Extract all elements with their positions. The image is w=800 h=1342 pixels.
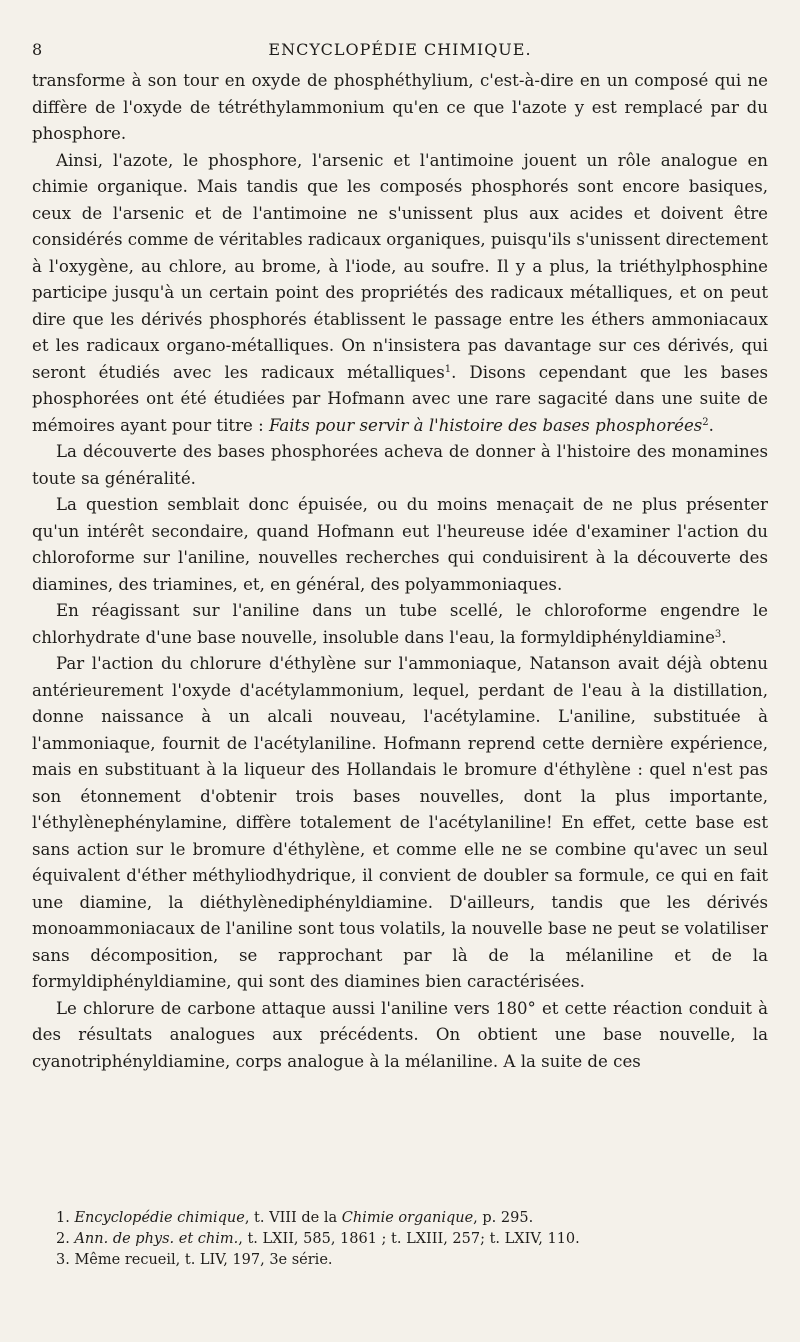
paragraph-5-text: En réagissant sur l'aniline dans un tube scellé, le chloroforme engendre le chlorhydrate d'une base nouvelle, insoluble dans l'eau, la formyldiphényldiamine: [32, 601, 768, 647]
footnote-3-text: Même recueil, t. LIV, 197, 3e série.: [74, 1252, 333, 1268]
footnote-1-text: , t. VIII de la: [244, 1210, 342, 1226]
paragraph-2: [32, 148, 768, 440]
cited-title: Faits pour servir à l'histoire des bases phosphorées: [268, 415, 703, 435]
paragraph-4: La question semblait donc épuisée, ou du moins menaçait de ne plus présenter qu'un intérêt secondaire, quand Hofmann eut l'heureuse idée d'examiner l'action du chloroforme sur l'aniline, nouvelles recherches qui conduisirent à la découverte des diamines, des triamines, et, en général, des polyammoniaques.: [32, 495, 768, 594]
paragraph-2-continued: . Disons cependant que les bases phosphorées ont été étudiées par Hofmann avec une rare sagacité dans une suite de mémoires ayant pour titre :: [32, 362, 768, 435]
paragraph-7: Le chlorure de carbone attaque aussi l'aniline vers 180° et cette réaction conduit à des résultats analogues aux précédents. On obtient une base nouvelle, la cyanotriphényldiamine, corps analogue à la mélaniline. A la suite de ces: [32, 998, 768, 1071]
footnote-1-number: 1.: [56, 1210, 70, 1226]
paragraph-2-text: Ainsi, l'azote, le phosphore, l'arsenic et l'antimoine jouent un rôle analogue en chimie organique. Mais tandis que les composés phosphorés sont encore basiques, ceux de l'arsenic et de l'antimoine ne s'unissent plus aux acides et doivent être considérés comme de véritables radicaux organiques, puisqu'ils s'unissent directement à l'oxygène, au chlore, au brome, à l'iode, au soufre. Il y a plus, la triéthylphosphine participe jusqu'à un certain point des propriétés des radicaux métalliques, et on peut dire que les dérivés phosphorés établissent le passage entre les éthers ammoniacaux et les radicaux organo-métalliques. On n'insistera pas davantage sur ces dérivés, qui seront étudiés avec les radicaux métalliques: [32, 150, 768, 382]
body-text: [32, 68, 768, 1075]
footnote-1-subtitle: Chimie organique: [341, 1210, 474, 1226]
footnote-3: [56, 1250, 768, 1271]
footnote-2: [56, 1229, 768, 1250]
paragraph-1: transforme à son tour en oxyde de phosphéthylium, c'est-à-dire en un composé qui ne diffère de l'oxyde de tétréthylammonium qu'en ce que l'azote y est remplacé par du phosphore.: [32, 71, 768, 143]
paragraph-2-end: .: [708, 415, 714, 435]
paragraph-5-end: .: [721, 627, 727, 647]
footnote-ref-2: 2: [702, 416, 709, 428]
footnote-1-title: Encyclopédie chimique: [74, 1210, 245, 1226]
footnote-2-text: , t. LXII, 585, 1861 ; t. LXIII, 257; t. LXIV, 110.: [238, 1231, 580, 1247]
footnote-ref-3: 3: [714, 628, 722, 640]
page-number: 8: [32, 40, 44, 59]
paragraph-3: La découverte des bases phosphorées acheva de donner à l'histoire des monamines toute sa généralité.: [32, 442, 768, 488]
footnotes: [56, 1208, 768, 1271]
paragraph-5: [32, 598, 768, 651]
footnote-2-number: 2.: [56, 1231, 70, 1247]
footnote-ref-1: 1: [444, 363, 452, 375]
paragraph-6: Par l'action du chlorure d'éthylène sur l'ammoniaque, Natanson avait déjà obtenu antérieurement l'oxyde d'acétylammonium, lequel, perdant de l'eau à la distillation, donne naissance à un alcali nouveau, l'acétylamine. L'aniline, substituée à l'ammoniaque, fournit de l'acétylaniline. Hofmann reprend cette dernière expérience, mais en substituant à la liqueur des Hollandais le bromure d'éthylène : quel n'est pas son étonnement d'obtenir trois bases nouvelles, dont la plus importante, l'éthylènephénylamine, diffère totalement de l'acétylaniline! En effet, cette base est sans action sur le bromure d'éthylène, et comme elle ne se combine qu'avec un seul équivalent d'éther méthyliodhydrique, il convient de doubler sa formule, ce qui en fait une diamine, la diéthylènediphényldiamine. D'ailleurs, tandis que les dérivés monoammoniacaux de l'aniline sont tous volatils, la nouvelle base ne peut se volatiliser sans décomposition, se rapprochant par là de la mélaniline et de la formyldiphényldiamine, qui sont des diamines bien caractérisées.: [32, 654, 768, 991]
footnote-1-page: , p. 295.: [473, 1210, 534, 1226]
running-title: ENCYCLOPÉDIE CHIMIQUE.: [268, 40, 532, 59]
footnote-2-title: Ann. de phys. et chim.: [74, 1231, 239, 1247]
footnote-3-number: 3.: [56, 1252, 70, 1268]
footnote-1: [56, 1208, 768, 1229]
